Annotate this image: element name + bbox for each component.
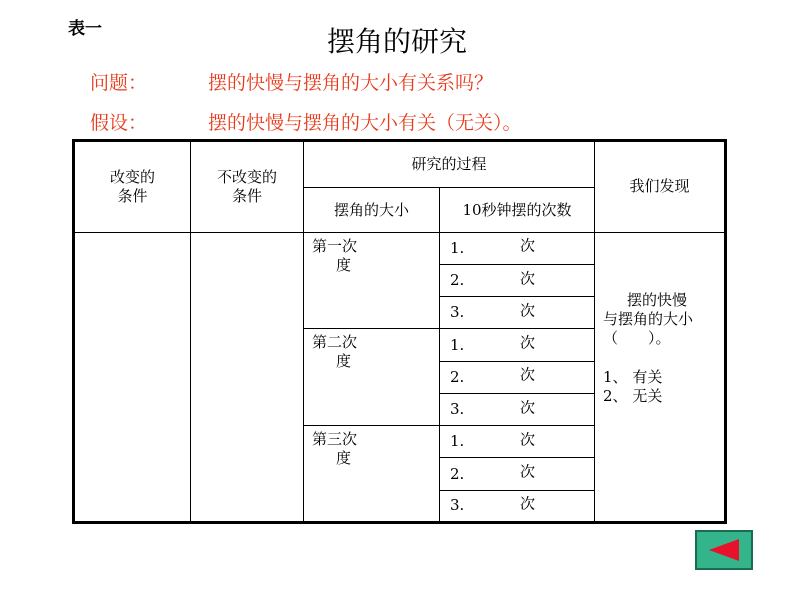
count-cell[interactable]: 1. 次 bbox=[440, 232, 595, 264]
hypothesis-label: 假设： bbox=[90, 112, 148, 134]
hypothesis-text: 摆的快慢与摆角的大小有关（无关）。 bbox=[208, 112, 522, 134]
count-cell[interactable]: 2. 次 bbox=[440, 361, 595, 393]
count-cell[interactable]: 3. 次 bbox=[440, 490, 595, 522]
count-cell[interactable]: 3. 次 bbox=[440, 393, 595, 425]
header-findings: 我们发现 bbox=[595, 141, 726, 233]
question-label: 问题： bbox=[90, 72, 148, 94]
header-process: 研究的过程 bbox=[304, 141, 595, 188]
count-cell[interactable]: 2. 次 bbox=[440, 458, 595, 490]
count-cell[interactable]: 1. 次 bbox=[440, 426, 595, 458]
findings-cell: 摆的快慢 与摆角的大小 （ ）。 1、 有关 2、 无关 bbox=[595, 232, 726, 522]
research-table bbox=[72, 139, 727, 524]
count-cell[interactable]: 1. 次 bbox=[440, 329, 595, 361]
changed-condition-cell[interactable] bbox=[74, 232, 191, 522]
header-angle: 摆角的大小 bbox=[304, 188, 440, 232]
header-changed-condition: 改变的 条件 bbox=[74, 141, 191, 233]
count-cell[interactable]: 2. 次 bbox=[440, 264, 595, 296]
header-unchanged-condition: 不改变的 条件 bbox=[191, 141, 304, 233]
table-number-label: 表一 bbox=[68, 19, 102, 39]
page-title: 摆角的研究 bbox=[326, 25, 467, 58]
header-swings: 10秒钟摆的次数 bbox=[440, 188, 595, 232]
angle-cell-3[interactable]: 第三次 度 bbox=[304, 426, 440, 523]
question-text: 摆的快慢与摆角的大小有关系吗？ bbox=[208, 72, 494, 94]
back-button[interactable] bbox=[695, 530, 753, 570]
angle-cell-2[interactable]: 第二次 度 bbox=[304, 329, 440, 426]
angle-cell-1[interactable]: 第一次 度 bbox=[304, 232, 440, 329]
count-cell[interactable]: 3. 次 bbox=[440, 297, 595, 329]
unchanged-condition-cell[interactable] bbox=[191, 232, 304, 522]
back-arrow-icon bbox=[707, 538, 741, 562]
